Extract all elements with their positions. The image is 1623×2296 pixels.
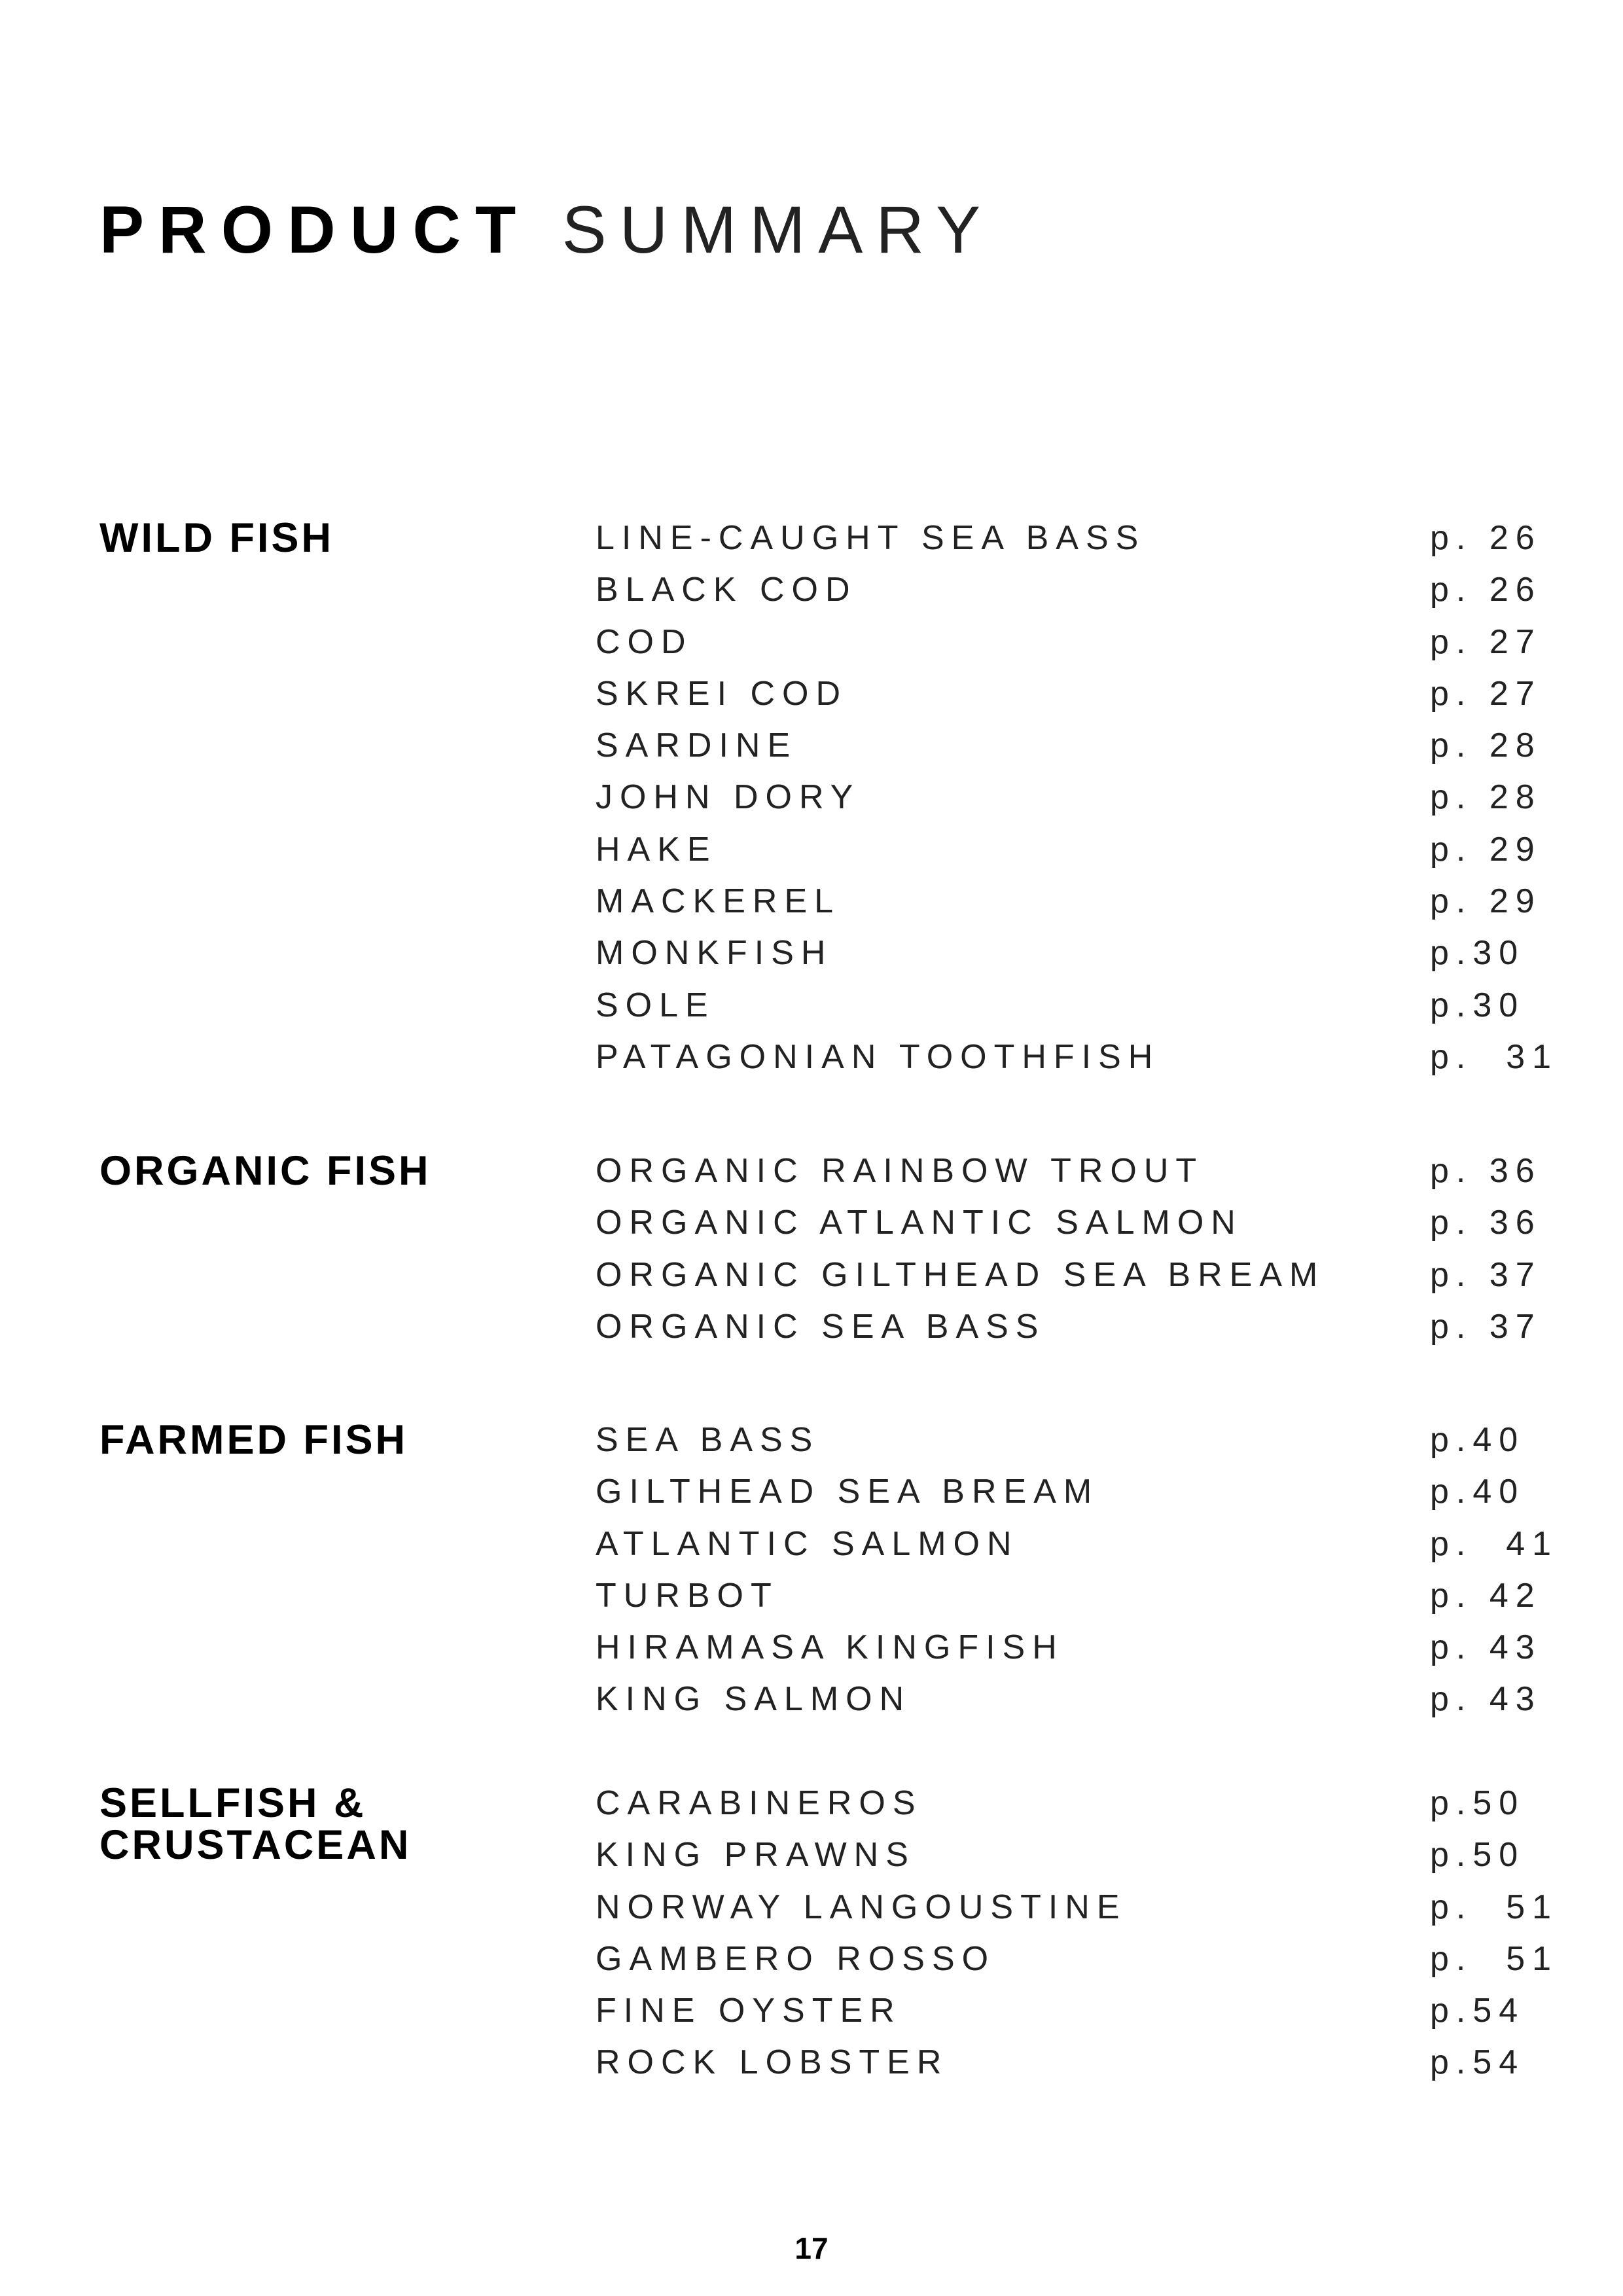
list-item [0,621,1623,673]
page-reference: p. 51 [1430,1888,1559,1926]
list-item [0,1782,1623,1834]
page-reference: p. 37 [1430,1255,1542,1294]
product-name: MACKEREL [596,882,841,921]
product-name: JOHN DORY [596,778,861,817]
page-title-light: SUMMARY [562,192,994,267]
list-item [0,1575,1623,1626]
section-title-line: SELLFISH & [99,1780,366,1826]
page-reference: p.50 [1430,1784,1525,1822]
list-item [0,776,1623,828]
product-name: SKREI COD [596,674,848,713]
list-item [0,1202,1623,1253]
page-reference: p. 27 [1430,622,1542,661]
list-item [0,984,1623,1036]
page-title [99,192,994,267]
page-number: 17 [794,2231,829,2265]
page-reference: p. 26 [1430,571,1542,609]
product-name: ORGANIC SEA BASS [596,1307,1046,1346]
list-item [0,673,1623,725]
product-name: COD [596,622,693,661]
list-item [0,1036,1623,1088]
page-reference: p. 27 [1430,674,1542,713]
list-item [0,1523,1623,1575]
product-name: GILTHEAD SEA BREAM [596,1473,1099,1511]
section-title-line: FARMED FISH [99,1417,408,1463]
product-name: NORWAY LANGOUSTINE [596,1888,1127,1926]
product-name: TURBOT [596,1576,779,1615]
product-list [0,1419,1623,1731]
product-list [0,517,1623,1088]
product-name: HIRAMASA KINGFISH [596,1628,1064,1667]
page-reference: p.54 [1430,1992,1525,2030]
page-reference: p. 29 [1430,830,1542,869]
list-item [0,1150,1623,1202]
page-reference: p. 37 [1430,1307,1542,1346]
page-reference: p. 28 [1430,778,1542,817]
page-reference: p. 31 [1430,1037,1559,1076]
list-item [0,517,1623,569]
product-name: ROCK LOBSTER [596,2043,949,2082]
list-item [0,829,1623,880]
list-item [0,1254,1623,1306]
product-name: PATAGONIAN TOOTHFISH [596,1037,1160,1076]
page-reference: p. 43 [1430,1628,1542,1667]
page-reference: p. 28 [1430,726,1542,765]
section-title-line: WILD FISH [99,515,334,561]
list-item [0,1306,1623,1357]
list-item [0,569,1623,620]
list-item [0,1938,1623,1990]
product-name: LINE-CAUGHT SEA BASS [596,519,1146,557]
section-title-line: CRUSTACEAN [99,1822,412,1868]
product-name: ORGANIC GILTHEAD SEA BREAM [596,1255,1325,1294]
list-item [0,1626,1623,1678]
page-reference: p.40 [1430,1473,1525,1511]
page-title-bold: PRODUCT [99,192,531,267]
product-list [0,1150,1623,1357]
product-name: SOLE [596,986,715,1024]
list-item [0,725,1623,776]
page-reference: p. 26 [1430,519,1542,557]
product-name: KING SALMON [596,1680,912,1719]
product-name: KING PRAWNS [596,1836,916,1874]
page-reference: p. 43 [1430,1680,1542,1719]
list-item [0,2041,1623,2093]
page-reference: p. 29 [1430,882,1542,921]
list-item [0,880,1623,932]
product-list [0,1782,1623,2094]
page-reference: p. 36 [1430,1204,1542,1242]
page-reference: p.30 [1430,934,1525,973]
list-item [0,1834,1623,1886]
list-item [0,1886,1623,1938]
product-name: MONKFISH [596,934,833,973]
page-reference: p. 41 [1430,1524,1559,1563]
product-name: ATLANTIC SALMON [596,1524,1019,1563]
product-name: ORGANIC RAINBOW TROUT [596,1152,1204,1190]
product-name: BLACK COD [596,571,857,609]
product-name: SARDINE [596,726,798,765]
product-name: GAMBERO ROSSO [596,1939,996,1978]
page-reference: p.30 [1430,986,1525,1024]
list-item [0,1471,1623,1522]
list-item [0,1990,1623,2041]
list-item [0,932,1623,984]
product-name: CARABINEROS [596,1784,923,1822]
product-name: FINE OYSTER [596,1992,902,2030]
section-title-line: ORGANIC FISH [99,1148,431,1194]
product-name: HAKE [596,830,717,869]
page-reference: p. 42 [1430,1576,1542,1615]
list-item [0,1678,1623,1730]
page-reference: p. 51 [1430,1939,1559,1978]
product-name: SEA BASS [596,1421,820,1459]
page-reference: p.50 [1430,1836,1525,1874]
product-name: ORGANIC ATLANTIC SALMON [596,1204,1243,1242]
list-item [0,1419,1623,1471]
page-reference: p.54 [1430,2043,1525,2082]
page-reference: p. 36 [1430,1152,1542,1190]
page-reference: p.40 [1430,1421,1525,1459]
